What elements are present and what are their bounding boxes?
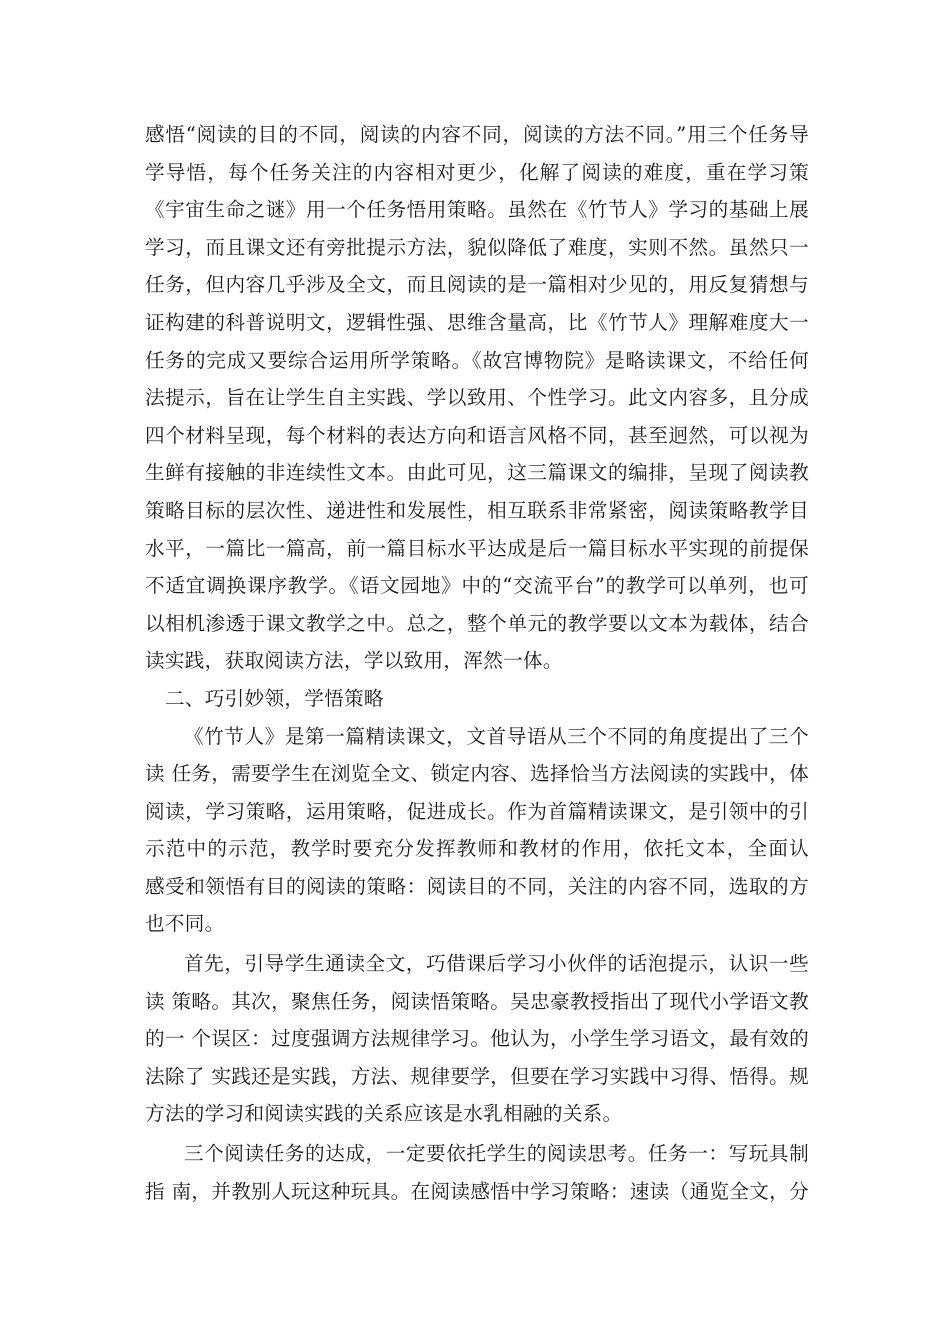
text-line: 读 策略。其次，聚焦任务，阅读悟策略。吴忠豪教授指出了现代小学语文教 xyxy=(145,989,809,1013)
text-line: 《宇宙生命之谜》用一个任务悟用策略。虽然在《竹节人》学习的基础上展 xyxy=(145,198,809,222)
text-line: 学习，而且课文还有旁批提示方法，貌似降低了难度，实则不然。虽然只一 xyxy=(145,235,809,259)
text-line: 也不同。 xyxy=(145,912,225,936)
text-line: 《竹节人》是第一篇精读课文，文首导语从三个不同的角度提出了三个 xyxy=(184,724,809,748)
text-line: 学导悟，每个任务关注的内容相对更少，化解了阅读的难度，重在学习策 xyxy=(145,160,809,184)
section-heading xyxy=(145,680,809,718)
paragraph xyxy=(145,718,809,946)
text-line: 感受和领悟有目的阅读的策略：阅读目的不同，关注的内容不同，选取的方 xyxy=(145,874,809,898)
text-line: 首先，引导学生通读全文，巧借课后学习小伙伴的话泡提示，认识一些 xyxy=(184,952,809,976)
text-line: 的一 个误区：过度强调方法规律学习。他认为，小学生学习语文，最有效的 xyxy=(145,1027,809,1051)
text-line: 以相机渗透于课文教学之中。总之，整个单元的教学要以文本为载体，结合 xyxy=(145,611,809,635)
text-line: 感悟“阅读的目的不同，阅读的内容不同，阅读的方法不同。”用三个任务导 xyxy=(145,123,809,146)
text-line: 示范中的示范，教学时要充分发挥教师和教材的作用，依托文本，全面认 xyxy=(145,837,809,861)
text-line: 水平，一篇比一篇高，前一篇目标水平达成是后一篇目标水平实现的前提保 xyxy=(145,536,809,560)
text-line: 不适宜调换课序教学。《语文园地》中的“交流平台”的教学可以单列，也可 xyxy=(145,574,809,598)
document-body xyxy=(145,116,809,1210)
text-line: 读实践，获取阅读方法，学以致用，浑然一体。 xyxy=(145,649,563,673)
text-line: 法提示，旨在让学生自主实践、学以致用、个性学习。此文内容多，且分成 xyxy=(145,386,809,410)
text-line: 任务，但内容几乎涉及全文，而且阅读的是一篇相对少见的，用反复猜想与 xyxy=(145,273,809,297)
section-heading-text: 二、巧引妙领，学悟策略 xyxy=(165,686,384,710)
text-line: 证构建的科普说明文，逻辑性强、思维含量高，比《竹节人》理解难度大一 xyxy=(145,310,809,334)
paragraph xyxy=(145,116,809,680)
text-line: 方法的学习和阅读实践的关系应该是水乳相融的关系。 xyxy=(145,1102,623,1126)
text-line: 读 任务，需要学生在浏览全文、锁定内容、选择恰当方法阅读的实践中，体 xyxy=(145,762,809,786)
text-line: 指 南，并教别人玩这种玩具。在阅读感悟中学习策略：速读（通览全文，分 xyxy=(145,1179,809,1203)
text-line: 四个材料呈现，每个材料的表达方向和语言风格不同，甚至迥然，可以视为 xyxy=(145,423,809,447)
text-line: 三个阅读任务的达成，一定要依托学生的阅读思考。任务一：写玩具制 xyxy=(184,1142,809,1166)
text-line: 任务的完成又要综合运用所学策略。《故宫博物院》是略读课文，不给任何 xyxy=(145,348,809,372)
paragraph xyxy=(145,1135,809,1210)
text-line: 阅读，学习策略，运用策略，促进成长。作为首篇精读课文，是引领中的引 xyxy=(145,799,809,823)
paragraph xyxy=(145,945,809,1135)
text-line: 生鲜有接触的非连续性文本。由此可见，这三篇课文的编排，呈现了阅读教 xyxy=(145,461,809,485)
text-line: 法除了 实践还是实践，方法、规律要学，但要在学习实践中习得、悟得。规 xyxy=(145,1064,809,1088)
text-line: 策略目标的层次性、递进性和发展性，相互联系非常紧密，阅读策略教学目 xyxy=(145,498,809,522)
